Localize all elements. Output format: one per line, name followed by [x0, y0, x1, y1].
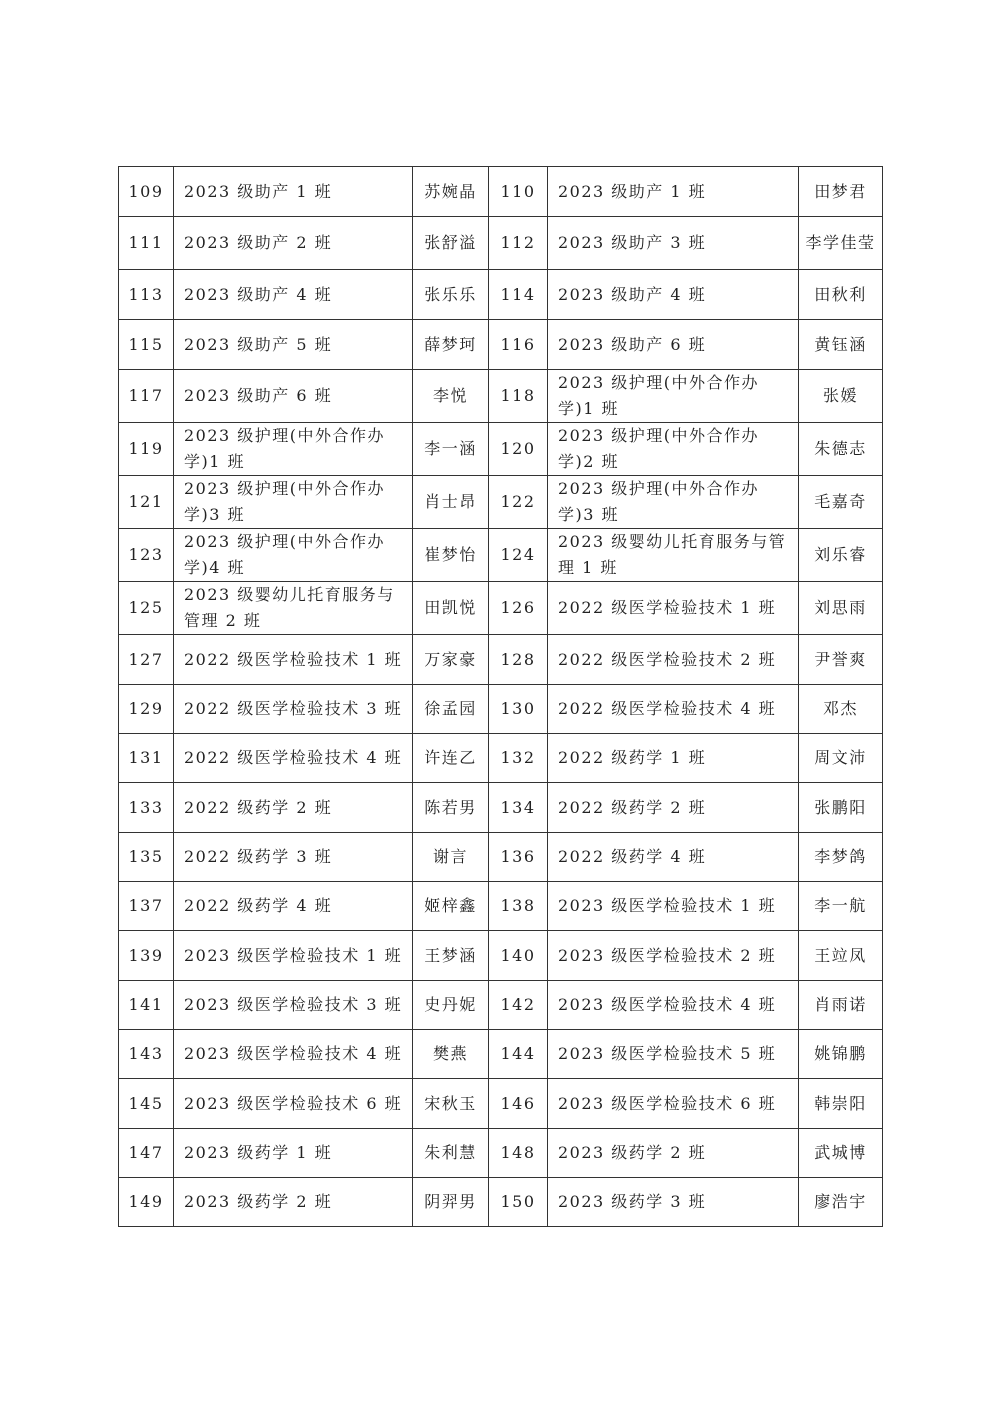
student-number-cell: 137: [119, 882, 174, 931]
student-name-cell: 徐孟园: [413, 685, 489, 734]
class-cell: 2023 级助产 1 班: [174, 167, 413, 217]
class-cell: 2023 级护理(中外合作办学)2 班: [548, 423, 799, 476]
student-number-cell: 113: [119, 270, 174, 320]
student-number-cell: 129: [119, 685, 174, 734]
student-number-cell: 134: [489, 783, 548, 833]
table-row: [119, 1030, 883, 1079]
table-row: [119, 529, 883, 582]
class-cell: 2022 级药学 1 班: [548, 734, 799, 783]
table-row: [119, 370, 883, 423]
student-name-cell: 史丹妮: [413, 981, 489, 1030]
table-row: [119, 931, 883, 981]
class-cell: 2023 级医学检验技术 5 班: [548, 1030, 799, 1079]
student-number-cell: 112: [489, 217, 548, 270]
student-number-cell: 125: [119, 582, 174, 635]
table-row: [119, 685, 883, 734]
class-cell: 2022 级药学 2 班: [174, 783, 413, 833]
student-number-cell: 140: [489, 931, 548, 981]
student-number-cell: 143: [119, 1030, 174, 1079]
student-name-cell: 毛嘉奇: [799, 476, 883, 529]
student-number-cell: 148: [489, 1129, 548, 1178]
student-name-cell: 田秋利: [799, 270, 883, 320]
table-row: [119, 320, 883, 370]
student-name-cell: 田凯悦: [413, 582, 489, 635]
table-row: [119, 1079, 883, 1129]
class-cell: 2023 级药学 1 班: [174, 1129, 413, 1178]
student-number-cell: 145: [119, 1079, 174, 1129]
student-name-cell: 张舒溢: [413, 217, 489, 270]
student-number-cell: 127: [119, 635, 174, 685]
student-number-cell: 146: [489, 1079, 548, 1129]
student-name-cell: 陈若男: [413, 783, 489, 833]
class-cell: 2023 级婴幼儿托育服务与管理 1 班: [548, 529, 799, 582]
student-name-cell: 许连乙: [413, 734, 489, 783]
student-number-cell: 121: [119, 476, 174, 529]
class-cell: 2023 级医学检验技术 1 班: [548, 882, 799, 931]
student-number-cell: 120: [489, 423, 548, 476]
class-cell: 2023 级护理(中外合作办学)1 班: [174, 423, 413, 476]
student-number-cell: 122: [489, 476, 548, 529]
student-name-cell: 崔梦怡: [413, 529, 489, 582]
class-cell: 2022 级医学检验技术 2 班: [548, 635, 799, 685]
table-row: [119, 582, 883, 635]
student-number-cell: 126: [489, 582, 548, 635]
class-cell: 2023 级助产 4 班: [174, 270, 413, 320]
student-number-cell: 149: [119, 1178, 174, 1227]
student-name-cell: 李一航: [799, 882, 883, 931]
student-number-cell: 139: [119, 931, 174, 981]
student-number-cell: 147: [119, 1129, 174, 1178]
class-cell: 2022 级药学 2 班: [548, 783, 799, 833]
student-name-cell: 朱德志: [799, 423, 883, 476]
student-name-cell: 谢言: [413, 833, 489, 882]
student-number-cell: 111: [119, 217, 174, 270]
student-name-cell: 周文沛: [799, 734, 883, 783]
class-cell: 2022 级药学 4 班: [174, 882, 413, 931]
class-cell: 2023 级医学检验技术 4 班: [174, 1030, 413, 1079]
class-cell: 2023 级婴幼儿托育服务与管理 2 班: [174, 582, 413, 635]
class-cell: 2022 级药学 3 班: [174, 833, 413, 882]
student-name-cell: 廖浩宇: [799, 1178, 883, 1227]
student-number-cell: 142: [489, 981, 548, 1030]
roster-table: [118, 166, 883, 1227]
student-number-cell: 116: [489, 320, 548, 370]
table-row: [119, 1129, 883, 1178]
class-cell: 2022 级药学 4 班: [548, 833, 799, 882]
student-number-cell: 133: [119, 783, 174, 833]
student-number-cell: 123: [119, 529, 174, 582]
class-cell: 2023 级护理(中外合作办学)3 班: [174, 476, 413, 529]
table-row: [119, 217, 883, 270]
student-name-cell: 苏婉晶: [413, 167, 489, 217]
class-cell: 2023 级药学 3 班: [548, 1178, 799, 1227]
class-cell: 2023 级药学 2 班: [174, 1178, 413, 1227]
student-name-cell: 张鹏阳: [799, 783, 883, 833]
student-name-cell: 薛梦珂: [413, 320, 489, 370]
class-cell: 2023 级护理(中外合作办学)3 班: [548, 476, 799, 529]
class-cell: 2023 级助产 4 班: [548, 270, 799, 320]
student-number-cell: 124: [489, 529, 548, 582]
student-number-cell: 141: [119, 981, 174, 1030]
student-name-cell: 李梦鸽: [799, 833, 883, 882]
table-row: [119, 981, 883, 1030]
class-cell: 2023 级医学检验技术 6 班: [548, 1079, 799, 1129]
student-number-cell: 115: [119, 320, 174, 370]
student-number-cell: 138: [489, 882, 548, 931]
table-row: [119, 423, 883, 476]
student-name-cell: 张媛: [799, 370, 883, 423]
student-name-cell: 肖雨诺: [799, 981, 883, 1030]
student-number-cell: 119: [119, 423, 174, 476]
student-name-cell: 尹誉爽: [799, 635, 883, 685]
student-name-cell: 李学佳莹: [799, 217, 883, 270]
student-name-cell: 姚锦鹏: [799, 1030, 883, 1079]
student-number-cell: 144: [489, 1030, 548, 1079]
class-cell: 2023 级助产 3 班: [548, 217, 799, 270]
student-number-cell: 131: [119, 734, 174, 783]
student-number-cell: 117: [119, 370, 174, 423]
table-row: [119, 476, 883, 529]
class-cell: 2022 级医学检验技术 1 班: [174, 635, 413, 685]
class-cell: 2023 级助产 6 班: [174, 370, 413, 423]
student-name-cell: 邓杰: [799, 685, 883, 734]
student-number-cell: 136: [489, 833, 548, 882]
student-number-cell: 132: [489, 734, 548, 783]
student-name-cell: 李悦: [413, 370, 489, 423]
student-name-cell: 韩崇阳: [799, 1079, 883, 1129]
roster-body: [119, 167, 883, 1227]
class-cell: 2023 级医学检验技术 2 班: [548, 931, 799, 981]
table-row: [119, 1178, 883, 1227]
class-cell: 2023 级医学检验技术 6 班: [174, 1079, 413, 1129]
class-cell: 2023 级医学检验技术 4 班: [548, 981, 799, 1030]
class-cell: 2022 级医学检验技术 1 班: [548, 582, 799, 635]
student-name-cell: 万家豪: [413, 635, 489, 685]
class-cell: 2022 级医学检验技术 4 班: [548, 685, 799, 734]
student-number-cell: 114: [489, 270, 548, 320]
class-cell: 2023 级护理(中外合作办学)1 班: [548, 370, 799, 423]
student-name-cell: 王梦涵: [413, 931, 489, 981]
table-row: [119, 882, 883, 931]
class-cell: 2023 级助产 6 班: [548, 320, 799, 370]
student-name-cell: 张乐乐: [413, 270, 489, 320]
student-name-cell: 刘乐睿: [799, 529, 883, 582]
student-name-cell: 肖士昂: [413, 476, 489, 529]
student-name-cell: 武城博: [799, 1129, 883, 1178]
class-cell: 2023 级医学检验技术 3 班: [174, 981, 413, 1030]
table-row: [119, 833, 883, 882]
class-cell: 2023 级助产 1 班: [548, 167, 799, 217]
class-cell: 2023 级助产 5 班: [174, 320, 413, 370]
student-name-cell: 朱利慧: [413, 1129, 489, 1178]
table-row: [119, 167, 883, 217]
student-name-cell: 田梦君: [799, 167, 883, 217]
table-row: [119, 270, 883, 320]
class-cell: 2023 级药学 2 班: [548, 1129, 799, 1178]
student-name-cell: 阴羿男: [413, 1178, 489, 1227]
student-name-cell: 樊燕: [413, 1030, 489, 1079]
class-cell: 2023 级医学检验技术 1 班: [174, 931, 413, 981]
table-row: [119, 635, 883, 685]
student-name-cell: 宋秋玉: [413, 1079, 489, 1129]
student-number-cell: 135: [119, 833, 174, 882]
class-cell: 2023 级助产 2 班: [174, 217, 413, 270]
student-number-cell: 130: [489, 685, 548, 734]
student-name-cell: 刘思雨: [799, 582, 883, 635]
table-row: [119, 734, 883, 783]
student-number-cell: 150: [489, 1178, 548, 1227]
student-number-cell: 109: [119, 167, 174, 217]
class-cell: 2023 级护理(中外合作办学)4 班: [174, 529, 413, 582]
student-number-cell: 110: [489, 167, 548, 217]
student-name-cell: 黄钰涵: [799, 320, 883, 370]
table-row: [119, 783, 883, 833]
student-name-cell: 李一涵: [413, 423, 489, 476]
student-number-cell: 118: [489, 370, 548, 423]
student-name-cell: 姬梓鑫: [413, 882, 489, 931]
class-cell: 2022 级医学检验技术 3 班: [174, 685, 413, 734]
student-number-cell: 128: [489, 635, 548, 685]
student-name-cell: 王竝凤: [799, 931, 883, 981]
class-cell: 2022 级医学检验技术 4 班: [174, 734, 413, 783]
